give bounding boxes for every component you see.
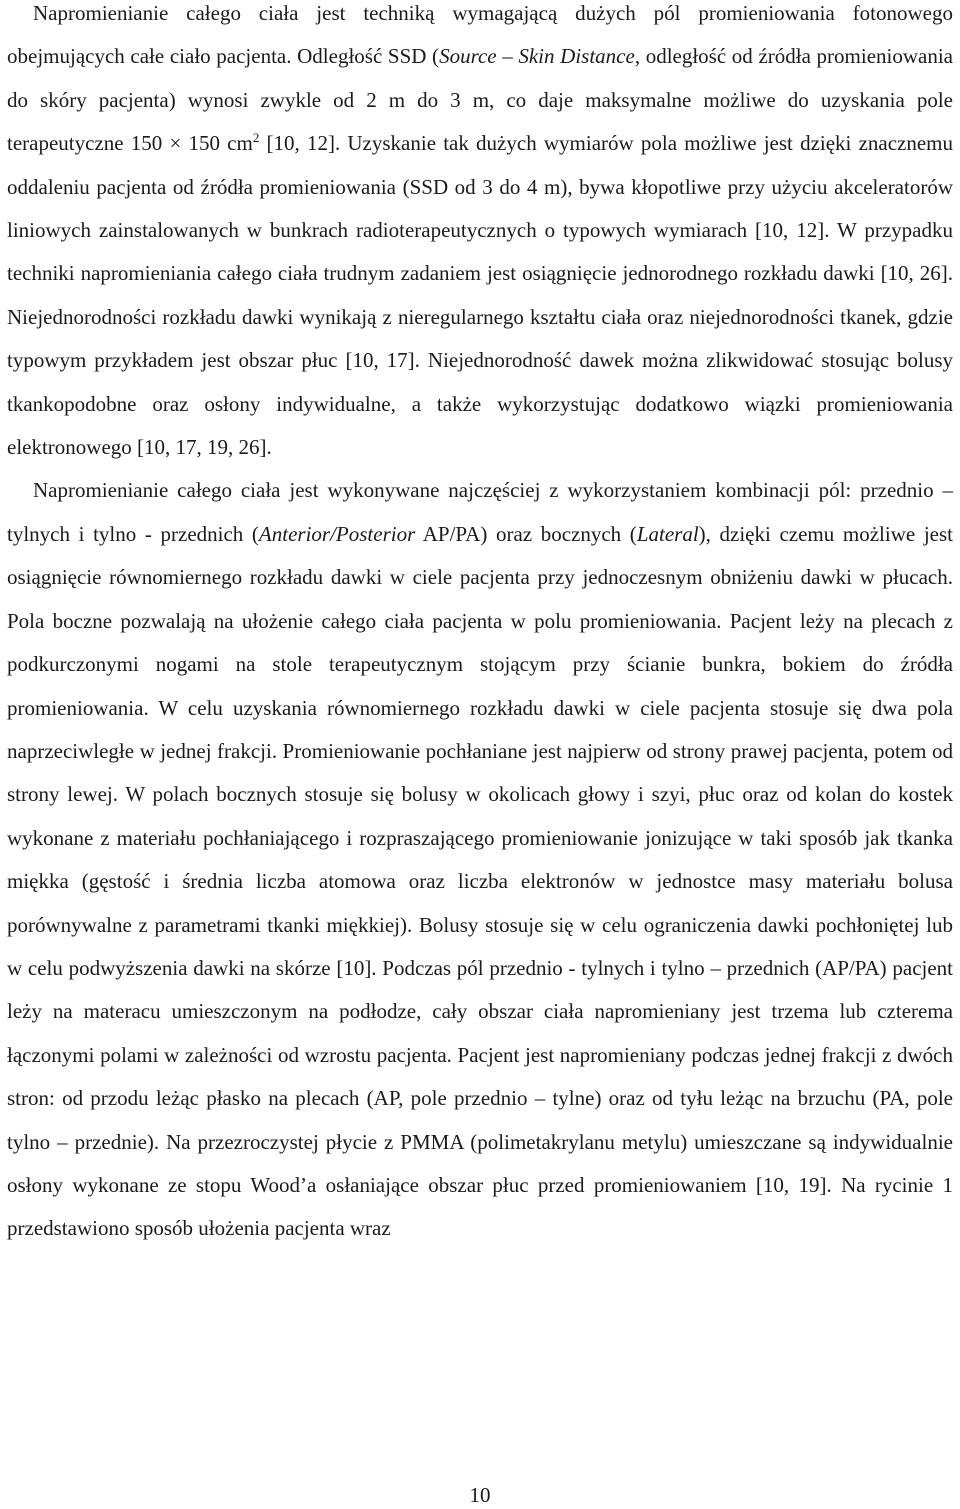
document-page <box>7 0 953 1259</box>
text-run: AP/PA) oraz bocznych ( <box>415 521 637 546</box>
text-run: [10, 12]. Uzyskanie tak dużych wymiarów pola możliwe jest dzięki znacznemu oddaleniu pacjenta od źródła promieniowania (SSD od 3 do 4 m), bywa kłopotliwe przy użyciu akceleratorów liniowych zainstalowanych w bunkrach radioterapeutycznych o typowych wymiarach [10, 12]. W przypadku techniki napromieniania całego ciała trudnym zadaniem jest osiągnięcie jednorodnego rozkładu dawki [10, 26]. Niejednorodności rozkładu dawki wynikają z nieregularnego kształtu ciała oraz niejednorodności tkanek, gdzie typowym przykładem jest obszar płuc [10, 17]. Niejednorodność dawek można zlikwidować stosując bolusy tkankopodobne oraz osłony indywidualne, a także wykorzystując dodatkowo wiązki promieniowania elektronowego [10, 17, 19, 26]. <box>7 131 954 460</box>
paragraph-1 <box>7 0 953 469</box>
text-run: Napromienianie całego ciała jest techniką wymagającą dużych pól promieniowania fotonowego obejmujących całe ciało pacjenta. Odległość SSD ( <box>7 1 953 69</box>
text-run: Anterior/Posterior <box>258 521 416 546</box>
text-run: 2 <box>252 130 260 146</box>
text-run: , odległość od źródła promieniowania do skóry pacjenta) wynosi zwykle od 2 m do 3 m, co daje maksymalne możliwe do uzyskania pole terapeutyczne 150 × 150 cm <box>7 44 954 156</box>
text-run: ), dzięki czemu możliwe jest osiągnięcie równomiernego rozkładu dawki w ciele pacjenta przy jednoczesnym obniżeniu dawki w płucach. Pola boczne pozwalają na ułożenie całego ciała pacjenta w polu promieniowania. Pacjent leży na plecach z podkurczonymi nogami na stole terapeutycznym stojącym przy ścianie bunkra, bokiem do źródła promieniowania. W celu uzyskania równomiernego rozkładu dawki w ciele pacjenta stosuje się dwa pola naprzeciwległe w jednej frakcji. Promieniowanie pochłaniane jest najpierw od strony prawej pacjenta, potem od strony lewej. W polach bocznych stosuje się bolusy w okolicach głowy i szyi, płuc oraz od kolan do kostek wykonane z materiału pochłaniającego i rozpraszającego promieniowanie jonizujące w taki sposób jak tkanka miękka (gęstość i średnia liczba atomowa oraz liczba elektronów w jednostce masy materiału bolusa porównywalne z parametrami tkanki miękkiej). Bolusy stosuje się w celu ograniczenia dawki pochłoniętej lub w celu podwyższenia dawki na skórze [10]. Podczas pól przednio - tylnych i tylno – przednich (AP/PA) pacjent leży na materacu umieszczonym na podłodze, cały obszar ciała napromieniany jest trzema lub czterema łączonymi polami w zależności od wzrostu pacjenta. Pacjent jest napromieniany podczas jednej frakcji z dwóch stron: od przodu leżąc płasko na plecach (AP, pole przednio – tylne) oraz od tyłu leżąc na brzuchu (PA, pole tylno – przednie). Na przezroczystej płycie z PMMA (polimetakrylanu metylu) umieszczane są indywidualnie osłony wykonane ze stopu Wood’a osłaniające obszar płuc przed promieniowaniem [10, 19]. Na rycinie 1 przedstawiono sposób ułożenia pacjenta wraz <box>7 521 953 1241</box>
text-run: Napromienianie całego ciała jest wykonywane najczęściej z wykorzystaniem kombinacji pól: przednio – tylnych i tylno - przednich ( <box>7 478 953 546</box>
text-run: Source – Skin Distance <box>439 44 635 69</box>
text-run: Lateral <box>636 521 699 546</box>
paragraph-2 <box>7 469 953 1250</box>
page-number: 10 <box>469 1483 491 1507</box>
